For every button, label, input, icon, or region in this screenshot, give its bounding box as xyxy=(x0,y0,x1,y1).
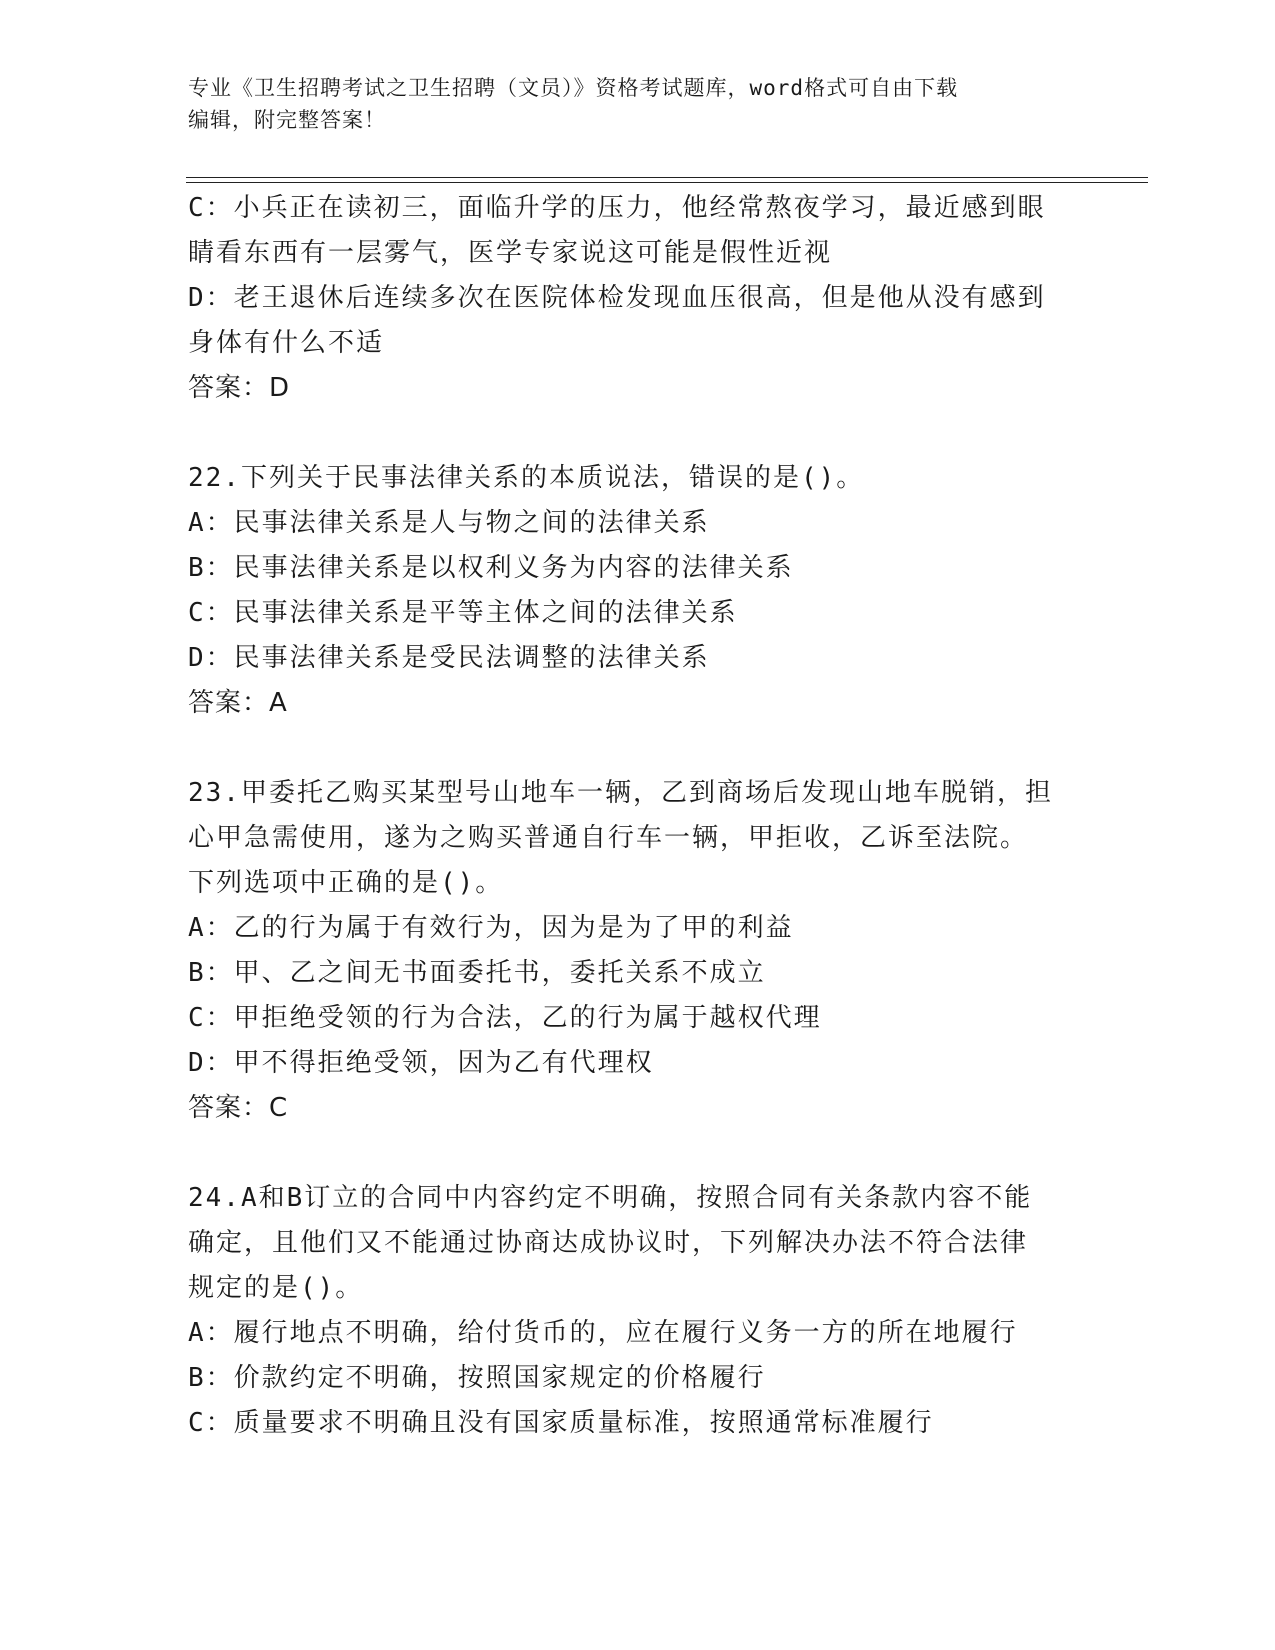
option-d-line-2: 身体有什么不适 xyxy=(188,328,385,358)
option-c-line-1: C：小兵正在读初三，面临升学的压力，他经常熬夜学习，最近感到眼 xyxy=(188,193,1046,223)
option-c-line-2: 睛看东西有一层雾气，医学专家说这可能是假性近视 xyxy=(188,238,833,268)
question-stem: 22.下列关于民事法律关系的本质说法，错误的是()。 xyxy=(188,463,865,493)
header-line-2: 编辑，附完整答案！ xyxy=(188,108,386,132)
option-c: C：民事法律关系是平等主体之间的法律关系 xyxy=(188,598,738,628)
option-d-line-1: D：老王退休后连续多次在医院体检发现血压很高，但是他从没有感到 xyxy=(188,283,1046,313)
header-divider-bottom xyxy=(186,182,1148,183)
document-header xyxy=(188,72,1068,136)
header-divider-top xyxy=(186,177,1148,178)
answer: 答案：D xyxy=(188,373,291,403)
option-a: A：履行地点不明确，给付货币的，应在履行义务一方的所在地履行 xyxy=(188,1318,1018,1348)
spacer xyxy=(188,1131,1088,1176)
option-b: B：价款约定不明确，按照国家规定的价格履行 xyxy=(188,1363,766,1393)
header-line-1: 专业《卫生招聘考试之卫生招聘（文员）》资格考试题库，word格式可自由下载 xyxy=(188,76,959,100)
question-stem-line-3: 规定的是()。 xyxy=(188,1273,364,1303)
option-c: C：质量要求不明确且没有国家质量标准，按照通常标准履行 xyxy=(188,1408,934,1438)
question-22 xyxy=(188,456,1088,726)
option-d: D：民事法律关系是受民法调整的法律关系 xyxy=(188,643,710,673)
question-21 xyxy=(188,186,1088,411)
question-stem-line-2: 心甲急需使用，遂为之购买普通自行车一辆，甲拒收，乙诉至法院。 xyxy=(188,823,1029,853)
spacer xyxy=(188,411,1088,456)
option-a: A：民事法律关系是人与物之间的法律关系 xyxy=(188,508,710,538)
question-stem-line-1: 23.甲委托乙购买某型号山地车一辆，乙到商场后发现山地车脱销，担 xyxy=(188,778,1053,808)
option-b: B：民事法律关系是以权利义务为内容的法律关系 xyxy=(188,553,794,583)
answer: 答案：C xyxy=(188,1093,289,1123)
answer: 答案：A xyxy=(188,688,288,718)
question-stem-line-1: 24.A和B订立的合同中内容约定不明确，按照合同有关条款内容不能 xyxy=(188,1183,1033,1213)
question-24 xyxy=(188,1176,1088,1446)
question-stem-line-2: 确定，且他们又不能通过协商达成协议时，下列解决办法不符合法律 xyxy=(188,1228,1029,1258)
question-23 xyxy=(188,771,1088,1131)
option-c: C：甲拒绝受领的行为合法，乙的行为属于越权代理 xyxy=(188,1003,822,1033)
option-d: D：甲不得拒绝受领，因为乙有代理权 xyxy=(188,1048,654,1078)
question-stem-line-3: 下列选项中正确的是()。 xyxy=(188,868,504,898)
option-a: A：乙的行为属于有效行为，因为是为了甲的利益 xyxy=(188,913,794,943)
spacer xyxy=(188,726,1088,771)
option-b: B：甲、乙之间无书面委托书，委托关系不成立 xyxy=(188,958,766,988)
document-body xyxy=(188,186,1088,1446)
